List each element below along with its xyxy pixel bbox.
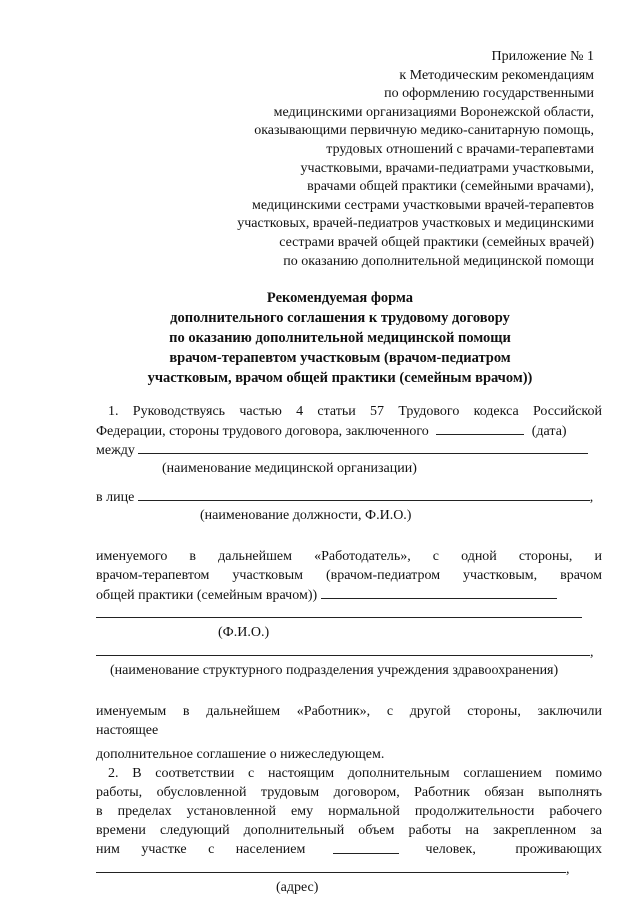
comma: , <box>590 645 594 660</box>
represented-by-label: в лице <box>96 490 135 505</box>
doctor-name-field[interactable] <box>321 585 557 599</box>
p1-line-1: 1. Руководствуясь частью 4 статьи 57 Трудового кодекса Российской <box>108 404 602 419</box>
caption-fio: (Ф.И.О.) <box>218 625 270 640</box>
department-field[interactable] <box>96 642 590 656</box>
p1-line-3 <box>96 440 602 459</box>
header-line: оказывающими первичную медико-санитарную помощь, <box>254 123 594 139</box>
header-line: врачами общей практики (семейными врачами), <box>307 179 594 195</box>
comma: , <box>566 862 570 877</box>
address-field[interactable] <box>96 859 566 873</box>
agreement-body <box>96 402 602 897</box>
title-line: по оказанию дополнительной медицинской помощи <box>169 330 511 346</box>
doctor-name-field-cont[interactable] <box>96 604 582 618</box>
appendix-header <box>174 48 594 271</box>
p1b-line-4 <box>96 604 602 623</box>
between-label: между <box>96 443 135 458</box>
p2-line-4: времени следующий дополнительный объем работы на закрепленном за <box>96 823 602 838</box>
caption-department: (наименование структурного подразделения учреждения здравоохранения) <box>110 663 559 678</box>
header-line: медицинскими сестрами участковыми врачей-терапевтов <box>252 197 594 213</box>
title-line: врачом-терапевтом участковым (врачом-педиатром <box>169 350 511 366</box>
contract-date-field[interactable] <box>436 421 524 435</box>
date-label: (дата) <box>531 424 567 439</box>
comma: , <box>589 490 594 505</box>
p1b-line-5 <box>96 642 602 661</box>
p1b-line-3-text: общей практики (семейным врачом)) <box>96 588 318 603</box>
p1c-line-2: настоящее <box>96 723 159 738</box>
caption-organization: (наименование медицинской организации) <box>162 461 417 476</box>
header-line: трудовых отношений с врачами-терапевтами <box>326 141 594 157</box>
organization-name-field[interactable] <box>138 440 588 454</box>
header-line: медицинскими организациями Воронежской области, <box>273 104 594 120</box>
caption-address: (адрес) <box>276 880 319 895</box>
p1-line-4 <box>96 487 602 506</box>
employer-representative-field[interactable] <box>138 487 590 501</box>
title-line: участковым, врачом общей практики (семейным врачом)) <box>147 370 533 386</box>
header-line: к Методическим рекомендациям <box>399 67 594 83</box>
p2-line-2: работы, обусловленной трудовым договором, Работник обязан выполнять <box>96 785 602 800</box>
title-line: Рекомендуемая форма <box>266 290 414 306</box>
header-line: участковых, врачей-педиатров участковых и медицинскими <box>237 216 594 232</box>
title-line: дополнительного соглашения к трудовому договору <box>170 310 510 326</box>
p2-line-5-end: человек, проживающих <box>425 842 602 857</box>
header-line: по оформлению государственными <box>384 86 594 102</box>
header-line: участковыми, врачами-педиатрами участковыми, <box>300 160 594 176</box>
p1-line-2 <box>96 421 602 440</box>
header-line: сестрами врачей общей практики (семейных врачей) <box>279 234 594 250</box>
p2-line-5 <box>96 840 602 859</box>
p1b-line-3 <box>96 585 602 604</box>
p1b-line-2: врачом-терапевтом участковым (врачом-педиатром участковым, врачом <box>96 568 602 583</box>
p1-line-2-text: Федерации, стороны трудового договора, заключенного <box>96 424 429 439</box>
p1b-line-1: именуемого в дальнейшем «Работодатель», с одной стороны, и <box>96 549 602 564</box>
caption-position: (наименование должности, Ф.И.О.) <box>200 508 412 523</box>
p2-line-5-text: ним участке с населением <box>96 842 306 857</box>
header-line: по оказанию дополнительной медицинской помощи <box>283 253 594 269</box>
population-count-field[interactable] <box>333 840 399 854</box>
header-line: Приложение № 1 <box>491 49 594 64</box>
p1c-line-1: именуемым в дальнейшем «Работник», с другой стороны, заключили <box>96 704 602 719</box>
p1c-line-3: дополнительное соглашение о нижеследующем. <box>96 747 385 762</box>
p2-line-1: 2. В соответствии с настоящим дополнительным соглашением помимо <box>108 766 602 781</box>
p2-line-6 <box>96 859 602 878</box>
form-title <box>60 288 620 388</box>
p2-line-3: в пределах установленной ему нормальной продолжительности рабочего <box>96 804 602 819</box>
